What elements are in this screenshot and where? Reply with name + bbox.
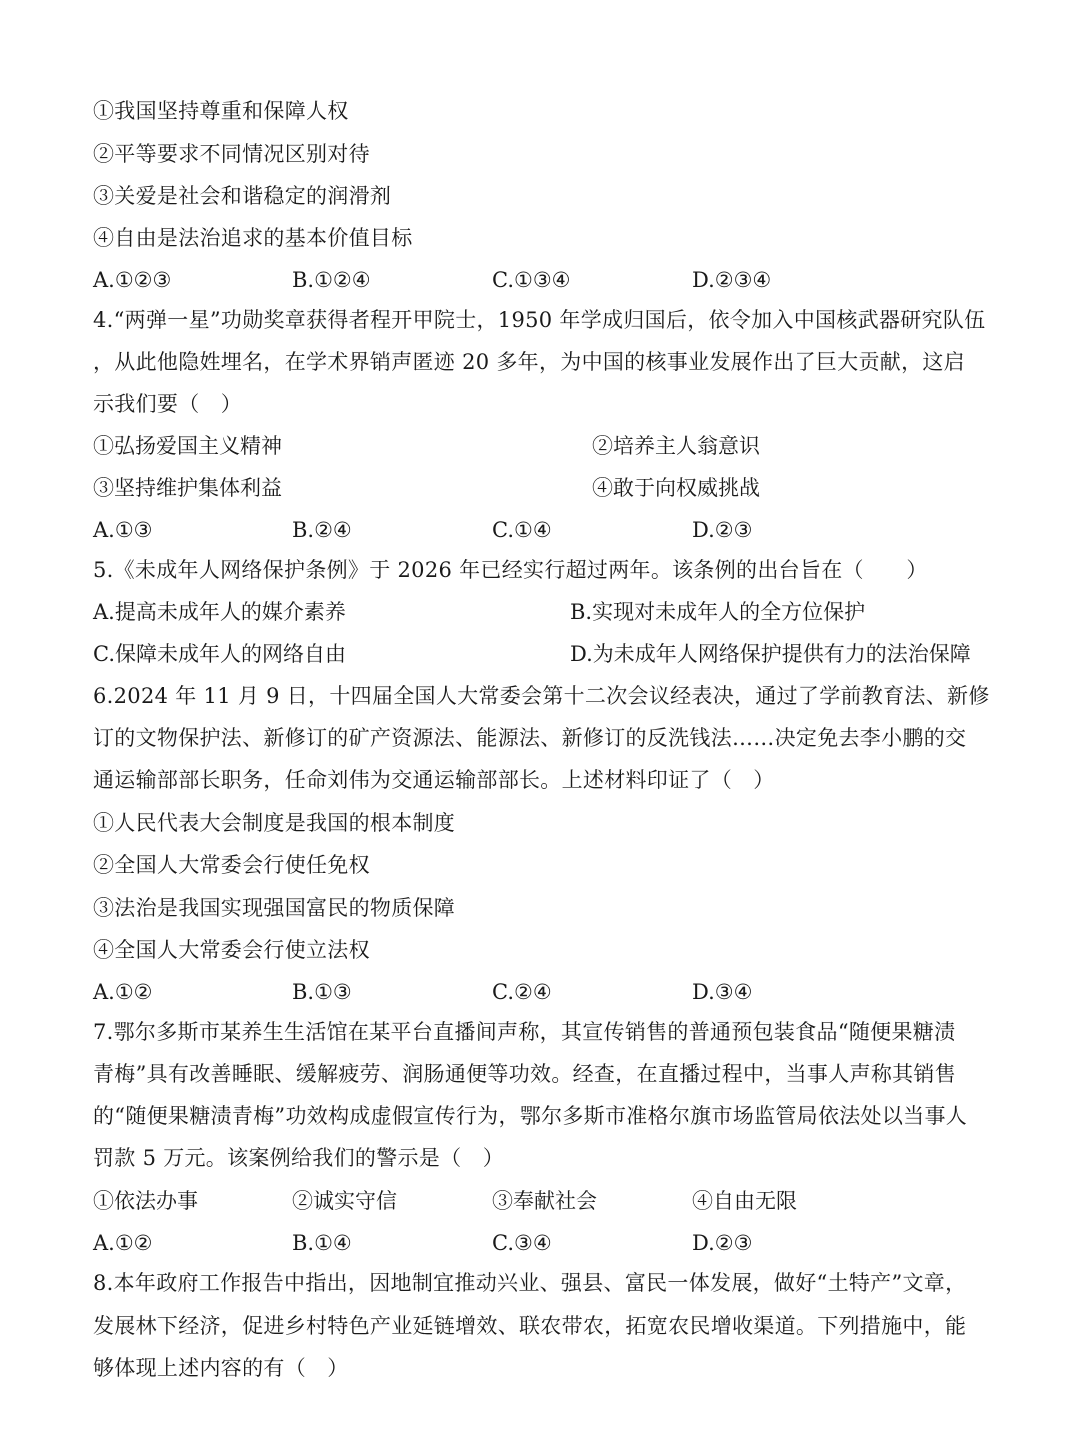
q3-item-4: ④自由是法治追求的基本价值目标 [93, 226, 413, 250]
q6-choice-b: B.①③ [292, 980, 352, 1004]
q7-item-3: ③奉献社会 [492, 1189, 597, 1213]
q7-item-1: ①依法办事 [93, 1189, 198, 1213]
q7-choice-a: A.①② [93, 1231, 153, 1255]
q6-item-4: ④全国人大常委会行使立法权 [93, 938, 370, 962]
q5-stem: 5.《未成年人网络保护条例》于 2026 年已经实行超过两年。该条例的出台旨在（ ） [93, 558, 928, 582]
q6-choice-d: D.③④ [692, 980, 753, 1004]
q6-item-2: ②全国人大常委会行使任免权 [93, 853, 370, 877]
q6-choice-a: A.①② [93, 980, 153, 1004]
q6-item-1: ①人民代表大会制度是我国的根本制度 [93, 811, 456, 835]
q4-stem-line-3: 示我们要（ ） [93, 392, 243, 416]
q7-choice-c: C.③④ [492, 1231, 552, 1255]
q6-item-3: ③法治是我国实现强国富民的物质保障 [93, 896, 456, 920]
q5-choice-d: D.为未成年人网络保护提供有力的法治保障 [570, 642, 971, 666]
q5-choice-a: A.提高未成年人的媒介素养 [93, 600, 346, 624]
q6-stem-line-1: 6.2024 年 11 月 9 日，十四届全国人大常委会第十二次会议经表决，通过了学前教育法、新修 [93, 684, 990, 708]
q4-choice-d: D.②③ [692, 518, 753, 542]
q4-choice-b: B.②④ [292, 518, 352, 542]
q7-item-4: ④自由无限 [692, 1189, 797, 1213]
q7-choice-d: D.②③ [692, 1231, 753, 1255]
q3-item-1: ①我国坚持尊重和保障人权 [93, 99, 349, 123]
q6-choice-c: C.②④ [492, 980, 552, 1004]
q3-choice-a: A.①②③ [93, 268, 172, 292]
q4-choice-a: A.①③ [93, 518, 153, 542]
q3-choice-c: C.①③④ [492, 268, 571, 292]
q4-stem-line-1: 4.“两弹一星”功勋奖章获得者程开甲院士，1950 年学成归国后，依令加入中国核武器研究队伍 [93, 308, 986, 332]
q4-stem-line-2: ，从此他隐姓埋名，在学术界销声匿迹 20 多年，为中国的核事业发展作出了巨大贡献，这启 [93, 350, 965, 374]
q4-item-4: ④敢于向权威挑战 [592, 476, 760, 500]
q3-item-2: ②平等要求不同情况区别对待 [93, 142, 370, 166]
q5-choice-b: B.实现对未成年人的全方位保护 [570, 600, 866, 624]
q8-stem-line-2: 发展林下经济，促进乡村特色产业延链增效、联农带农，拓宽农民增收渠道。下列措施中，能 [93, 1314, 967, 1338]
q7-stem-line-3: 的“随便果糖渍青梅”功效构成虚假宣传行为，鄂尔多斯市准格尔旗市场监管局依法处以当事人 [93, 1104, 968, 1128]
q7-stem-line-2: 青梅”具有改善睡眠、缓解疲劳、润肠通便等功效。经查，在直播过程中，当事人声称其销售 [93, 1062, 957, 1086]
q3-choice-d: D.②③④ [692, 268, 772, 292]
q6-stem-line-2: 订的文物保护法、新修订的矿产资源法、能源法、新修订的反洗钱法……决定免去李小鹏的交 [93, 726, 967, 750]
q4-choice-c: C.①④ [492, 518, 552, 542]
q7-stem-line-1: 7.鄂尔多斯市某养生生活馆在某平台直播间声称，其宣传销售的普通预包装食品“随便果糖渍 [93, 1020, 956, 1044]
q8-stem-line-1: 8.本年政府工作报告中指出，因地制宜推动兴业、强县、富民一体发展，做好“土特产”文章， [93, 1271, 967, 1295]
q6-stem-line-3: 通运输部部长职务，任命刘伟为交通运输部部长。上述材料印证了（ ） [93, 768, 775, 792]
q3-choice-b: B.①②④ [292, 268, 371, 292]
q5-choice-c: C.保障未成年人的网络自由 [93, 642, 346, 666]
q8-stem-line-3: 够体现上述内容的有（ ） [93, 1356, 349, 1380]
q3-item-3: ③关爱是社会和谐稳定的润滑剂 [93, 184, 392, 208]
q7-item-2: ②诚实守信 [292, 1189, 397, 1213]
q7-choice-b: B.①④ [292, 1231, 352, 1255]
q4-item-2: ②培养主人翁意识 [592, 434, 760, 458]
q4-item-1: ①弘扬爱国主义精神 [93, 434, 282, 458]
q7-stem-line-4: 罚款 5 万元。该案例给我们的警示是（ ） [93, 1146, 505, 1170]
q4-item-3: ③坚持维护集体利益 [93, 476, 282, 500]
